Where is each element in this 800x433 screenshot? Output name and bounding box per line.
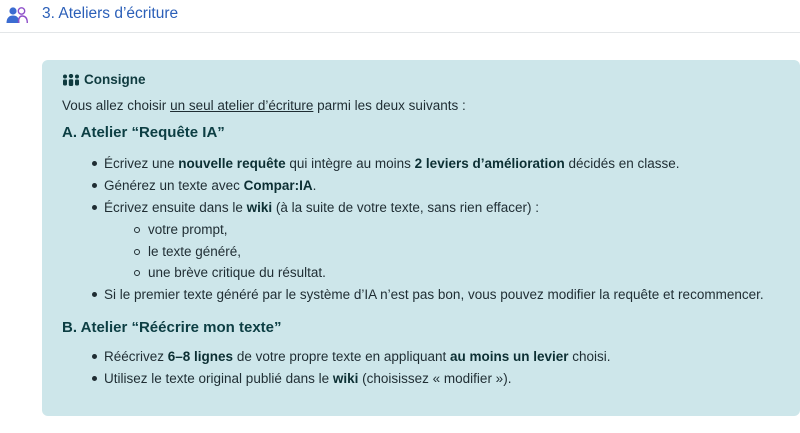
list-item: Écrivez une nouvelle requête qui intègre au moins 2 leviers d’amélioration décidés en classe. — [92, 156, 680, 171]
list-item: Générez un texte avec Compar:IA. — [92, 178, 316, 193]
atelier-a-title: A. Atelier “Requête IA” — [62, 124, 225, 141]
section-header — [0, 0, 800, 33]
bullet-icon — [92, 292, 97, 297]
circle-bullet-icon — [134, 227, 140, 233]
list-item: Utilisez le texte original publié dans le wiki (choisissez « modifier »). — [92, 371, 511, 386]
intro-after: parmi les deux suivants : — [313, 98, 466, 113]
atelier-b-title: B. Atelier “Réécrire mon texte” — [62, 319, 282, 336]
consigne-label: Consigne — [84, 72, 146, 87]
consigne-panel — [42, 60, 800, 416]
list-item: Réécrivez 6–8 lignes de votre propre texte en appliquant au moins un levier choisi. — [92, 349, 611, 364]
consigne-heading — [62, 72, 146, 87]
intro-before: Vous allez choisir — [62, 98, 171, 113]
list-item: Écrivez ensuite dans le wiki (à la suite de votre texte, sans rien effacer) : — [92, 200, 539, 215]
bullet-icon — [92, 376, 97, 381]
people-group-icon — [6, 6, 28, 24]
circle-bullet-icon — [134, 270, 140, 276]
section-title[interactable]: 3. Ateliers d’écriture — [42, 5, 179, 22]
sub-list-item: le texte généré, — [134, 244, 241, 259]
bullet-icon — [92, 183, 97, 188]
sub-list-item: votre prompt, — [134, 222, 228, 237]
list-item: Si le premier texte généré par le système d’IA n’est pas bon, vous pouvez modifier la requête et recommencer. — [92, 287, 764, 302]
circle-bullet-icon — [134, 249, 140, 255]
sub-list-item: une brève critique du résultat. — [134, 265, 326, 280]
bullet-icon — [92, 161, 97, 166]
bullet-icon — [92, 205, 97, 210]
intro-text — [62, 98, 466, 113]
intro-emphasis: un seul atelier d’écriture — [170, 98, 314, 113]
bullet-icon — [92, 354, 97, 359]
people-icon — [62, 74, 80, 86]
